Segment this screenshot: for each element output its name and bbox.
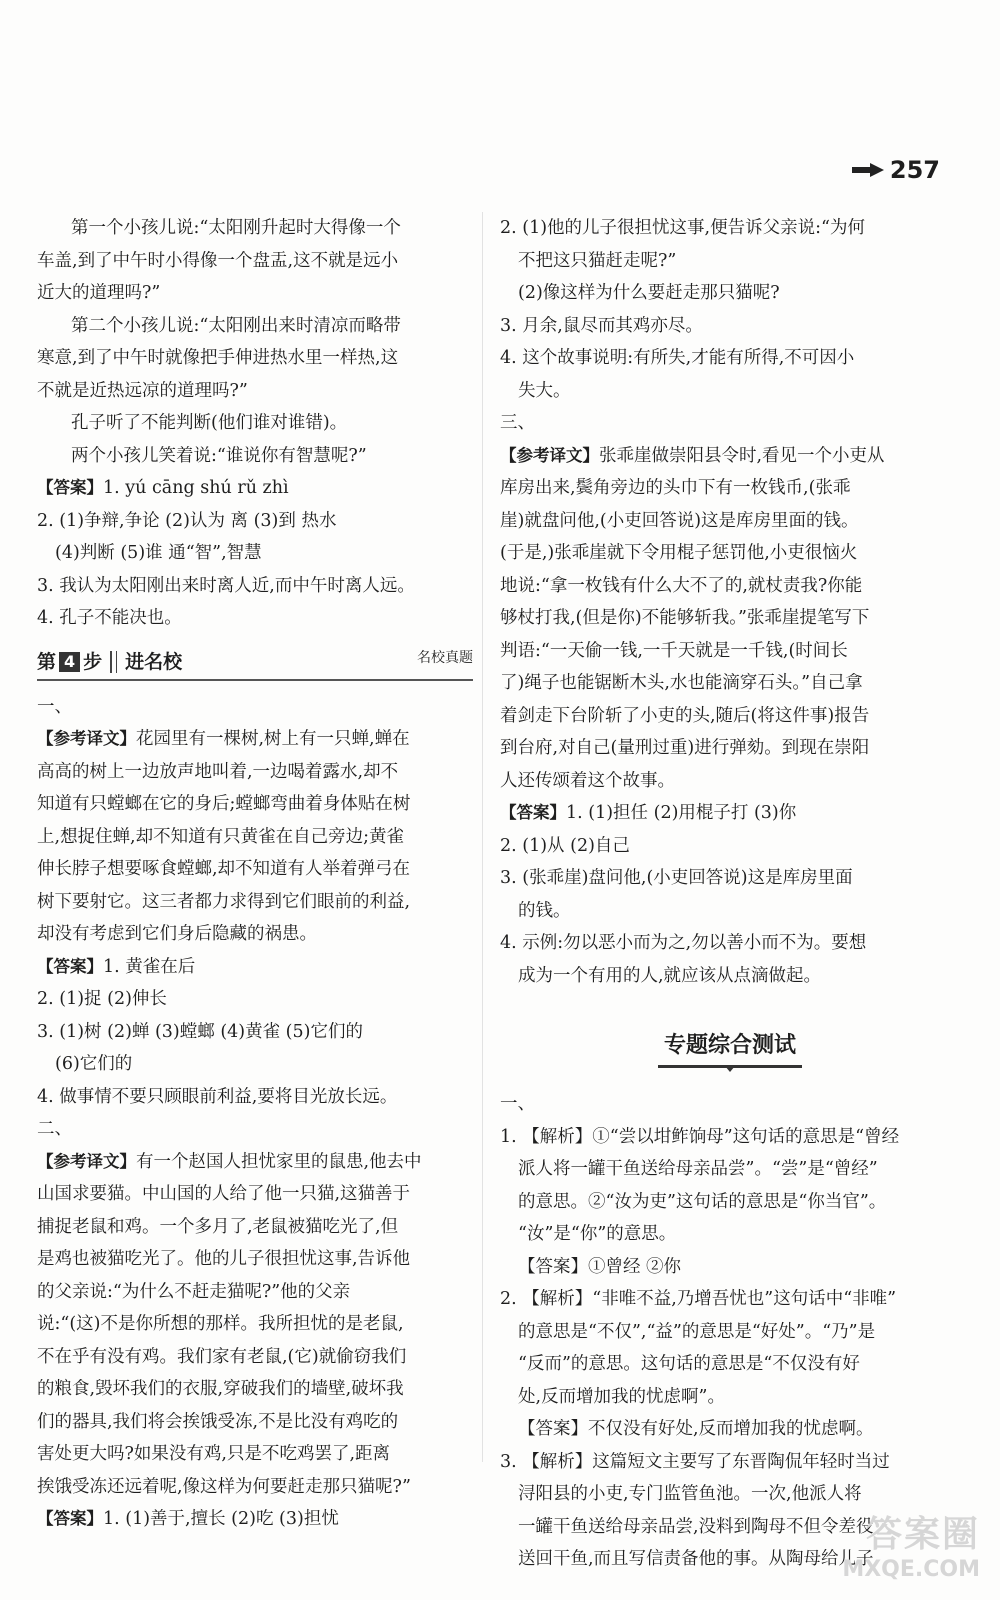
line-text: 一罐干鱼送给母亲品尝,没料到陶母不但令差役 <box>518 1516 874 1537</box>
text-line <box>500 732 960 765</box>
text-line <box>500 505 960 538</box>
line-text: 3. 月余,鼠尽而其鸡亦尽。 <box>500 315 703 336</box>
step-header <box>37 639 473 681</box>
line-text: “汝”是“你”的意思。 <box>518 1224 677 1244</box>
text-line <box>37 1308 473 1341</box>
line-text: 2. (1)争辩,争论 (2)认为 离 (3)到 热水 <box>37 510 337 531</box>
line-text: 车盖,到了中午时小得像一个盘盂,这不就是远小 <box>37 250 399 271</box>
text-line <box>500 407 960 440</box>
line-text: 3. 我认为太阳刚出来时离人近,而中午时离人远。 <box>37 575 415 596</box>
line-text: 2. (1)他的儿子很担忧这事,便告诉父亲说:“为何 <box>500 218 865 238</box>
arrow-icon <box>852 164 884 176</box>
step-label <box>37 646 182 679</box>
text-line <box>37 723 473 756</box>
line-text: “反而”的意思。这句话的意思是“不仅没有好 <box>518 1354 860 1374</box>
left-column <box>37 212 473 1536</box>
text-line <box>500 1446 960 1479</box>
step-suffix: 步 <box>83 651 103 673</box>
text-line <box>500 1218 960 1251</box>
watermark-text: 答案圈 <box>865 1514 980 1555</box>
text-line <box>37 1471 473 1504</box>
line-text: 4. 孔子不能决也。 <box>37 608 182 628</box>
line-text: 却没有考虑到它们身后隐藏的祸患。 <box>37 924 317 944</box>
line-text: (6)它们的 <box>55 1054 133 1074</box>
text-line <box>500 927 960 960</box>
text-line <box>37 212 473 245</box>
text-line <box>500 375 960 408</box>
text-line <box>500 862 960 895</box>
line-text: 伸长脖子想要啄食螳螂,却不知道有人举着弹弓在 <box>37 859 411 879</box>
text-line <box>500 1121 960 1154</box>
text-line <box>500 537 960 570</box>
line-text: 1. (1)担任 (2)用棍子打 (3)你 <box>566 803 797 823</box>
text-line <box>500 1348 960 1381</box>
text-line <box>37 1211 473 1244</box>
step-tag: 名校真题 <box>417 650 473 666</box>
line-text: 高高的树上一边放声地叫着,一边喝着露水,却不 <box>37 761 399 782</box>
line-text: 着剑走下台阶斩了小吏的头,随后(将这件事)报告 <box>500 705 870 726</box>
text-line <box>500 245 960 278</box>
line-text: 2. (1)从 (2)自己 <box>500 835 630 856</box>
line-text: 4. 示例:勿以恶小而为之,勿以善小而不为。要想 <box>500 933 867 953</box>
line-text: 第一个小孩儿说:“太阳刚升起时大得像一个 <box>71 218 401 238</box>
answer-tag: 【答案】 <box>37 1509 103 1528</box>
text-line <box>500 1186 960 1219</box>
text-line <box>37 1178 473 1211</box>
text-line <box>37 1146 473 1179</box>
line-text: 的意思是“不仅”,“益”的意思是“好处”。“乃”是 <box>518 1321 876 1342</box>
answer-tag: 【参考译文】 <box>37 729 136 748</box>
line-text: 崖)就盘问他,(小吏回答说)这是库房里面的钱。 <box>500 510 859 531</box>
line-text: 到台府,对自己(量刑过重)进行弹劾。到现在崇阳 <box>500 738 870 758</box>
text-line <box>37 310 473 343</box>
text-line <box>500 667 960 700</box>
text-line <box>500 472 960 505</box>
text-line <box>500 635 960 668</box>
line-text: 三、 <box>500 413 535 433</box>
line-text: 的粮食,毁坏我们的衣服,穿破我们的墙壁,破坏我 <box>37 1379 404 1399</box>
text-line <box>37 1016 473 1049</box>
line-text: 2. (1)捉 (2)伸长 <box>37 989 167 1009</box>
section-title <box>500 1030 960 1066</box>
text-line <box>500 700 960 733</box>
text-line <box>500 1251 960 1284</box>
line-text: 第二个小孩儿说:“太阳刚出来时清凉而略带 <box>71 315 401 336</box>
text-line <box>37 983 473 1016</box>
line-text: 树下要射它。这三者都力求得到它们眼前的利益, <box>37 891 411 912</box>
line-text: 知道有只螳螂在它的身后;螳螂弯曲着身体贴在树 <box>37 794 411 814</box>
right-column <box>500 212 960 1576</box>
text-line <box>500 602 960 635</box>
line-text: 的钱。 <box>518 900 571 921</box>
text-line <box>500 440 960 473</box>
text-line <box>37 853 473 886</box>
line-text: 人还传颂着这个故事。 <box>500 770 675 791</box>
answer-tag: 【答案】 <box>37 478 103 497</box>
text-line <box>37 1081 473 1114</box>
text-line <box>37 1113 473 1146</box>
line-text: 1. 【解析】①“尝以坩鲊饷母”这句话的意思是“曾经 <box>500 1126 900 1147</box>
step-number: 4 <box>59 652 80 672</box>
text-line <box>500 310 960 343</box>
text-line <box>500 342 960 375</box>
text-line <box>37 756 473 789</box>
text-line <box>500 1381 960 1414</box>
text-line <box>500 1316 960 1349</box>
line-text: 3. 【解析】这篇短文主要写了东晋陶侃年轻时当过 <box>500 1451 890 1472</box>
line-text: 2. 【解析】“非唯不益,乃增吾忧也”这句话中“非唯” <box>500 1289 897 1309</box>
line-text: 判语:“一天偷一钱,一千天就是一千钱,(时间长 <box>500 640 848 661</box>
text-line <box>500 277 960 310</box>
text-line <box>37 1373 473 1406</box>
text-line <box>500 765 960 798</box>
watermark-url: MXQE.COM <box>842 1557 980 1582</box>
text-line <box>37 407 473 440</box>
answer-tag: 【参考译文】 <box>500 445 599 465</box>
line-text: 们的器具,我们将会挨饿受冻,不是比没有鸡吃的 <box>37 1411 399 1432</box>
line-text: 3. (张乖崖)盘问他,(小吏回答说)这是库房里面 <box>500 868 853 888</box>
text-line <box>37 375 473 408</box>
line-text: 寒意,到了中午时就像把手伸进热水里一样热,这 <box>37 348 399 368</box>
text-line <box>37 602 473 635</box>
text-line <box>37 788 473 821</box>
line-text: 浔阳县的小吏,专门监管鱼池。一次,他派人将 <box>518 1484 862 1504</box>
text-line <box>37 277 473 310</box>
text-line <box>37 691 473 724</box>
text-line <box>37 245 473 278</box>
answer-tag: 【参考译文】 <box>37 1151 136 1171</box>
text-line <box>500 1413 960 1446</box>
answer-tag: 【答案】 <box>37 956 103 976</box>
line-text: 失大。 <box>518 380 571 401</box>
text-line <box>37 1048 473 1081</box>
line-text: 是鸡也被猫吃光了。他的儿子很担忧这事,告诉他 <box>37 1249 411 1269</box>
watermark-logo <box>842 1506 980 1582</box>
line-text: 够杖打我,(但是你)不能够斩我。”张乖崖提笔写下 <box>500 608 870 628</box>
line-text: 上,想捉住蝉,却不知道有只黄雀在自己旁边;黄雀 <box>37 826 405 847</box>
line-text: 1. (1)善于,擅长 (2)吃 (3)担忧 <box>103 1509 339 1529</box>
line-text: (4)判断 (5)谁 通“智”,智慧 <box>55 543 262 563</box>
line-text: 地说:“拿一枚钱有什么大不了的,就杖责我?你能 <box>500 575 863 596</box>
page-number-text: 257 <box>889 156 940 184</box>
line-text: 【答案】不仅没有好处,反而增加我的忧虑啊。 <box>518 1419 874 1439</box>
text-line <box>37 1243 473 1276</box>
line-text: 1. 黄雀在后 <box>103 956 196 977</box>
line-text: 近大的道理吗?” <box>37 283 161 303</box>
line-text: 山国求要猫。中山国的人给了他一只猫,这猫善于 <box>37 1184 411 1204</box>
text-line <box>37 1438 473 1471</box>
line-text: 1. yú cāng shú rǔ zhì <box>103 478 289 498</box>
text-line <box>37 951 473 984</box>
text-line <box>37 472 473 505</box>
text-line <box>37 886 473 919</box>
line-text: (于是,)张乖崖就下令用棍子惩罚他,小吏很恼火 <box>500 543 858 563</box>
text-line <box>500 1088 960 1121</box>
text-line <box>500 895 960 928</box>
page-number <box>852 156 940 184</box>
step-title: 进名校 <box>125 651 183 673</box>
line-text: 成为一个有用的人,就应该从点滴做起。 <box>518 965 822 986</box>
text-line <box>37 1503 473 1536</box>
line-text: 捕捉老鼠和鸡。一个多月了,老鼠被猫吃光了,但 <box>37 1216 399 1237</box>
line-text: 一、 <box>37 696 72 717</box>
line-text: 了)绳子也能锯断木头,水也能滴穿石头。”自己拿 <box>500 673 863 693</box>
text-line <box>500 570 960 603</box>
text-line <box>37 1276 473 1309</box>
line-text: 张乖崖做崇阳县令时,看见一个小吏从 <box>599 445 885 466</box>
line-text: (2)像这样为什么要赶走那只猫呢? <box>518 283 780 303</box>
line-text: 不把这只猫赶走呢?” <box>518 250 677 271</box>
line-text: 的父亲说:“为什么不赶走猫呢?”他的父亲 <box>37 1281 351 1302</box>
text-line <box>37 505 473 538</box>
line-text: 挨饿受冻还远着呢,像这样为何要赶走那只猫呢?” <box>37 1476 411 1497</box>
text-line <box>500 797 960 830</box>
line-text: 一、 <box>500 1094 535 1114</box>
line-text: 有一个赵国人担忧家里的鼠患,他去中 <box>136 1151 422 1172</box>
text-line <box>37 821 473 854</box>
step-separator <box>110 651 117 673</box>
line-text: 害处更大吗?如果没有鸡,只是不吃鸡罢了,距离 <box>37 1444 391 1464</box>
line-text: 不在乎有没有鸡。我们家有老鼠,(它)就偷窃我们 <box>37 1346 407 1367</box>
step-prefix: 第 <box>37 651 57 673</box>
text-line <box>37 537 473 570</box>
text-line <box>500 1283 960 1316</box>
line-text: 的意思。②“汝为吏”这句话的意思是“你当官”。 <box>518 1191 887 1212</box>
text-line <box>37 570 473 603</box>
section-title-text: 专题综合测试 <box>658 1030 802 1068</box>
column-divider <box>482 212 483 1462</box>
text-line <box>500 1153 960 1186</box>
text-line <box>37 1341 473 1374</box>
text-line <box>37 342 473 375</box>
line-text: 两个小孩儿笑着说:“谁说你有智慧呢?” <box>71 445 367 466</box>
text-line <box>37 1406 473 1439</box>
line-text: 库房出来,鬓角旁边的头巾下有一枚钱币,(张乖 <box>500 478 851 498</box>
line-text: 3. (1)树 (2)蝉 (3)螳螂 (4)黄雀 (5)它们的 <box>37 1021 363 1042</box>
line-text: 【答案】①曾经 ②你 <box>518 1256 682 1277</box>
line-text: 4. 做事情不要只顾眼前利益,要将目光放长远。 <box>37 1086 398 1107</box>
line-text: 4. 这个故事说明:有所失,才能有所得,不可因小 <box>500 348 855 368</box>
text-line <box>500 830 960 863</box>
line-text: 不就是近热远凉的道理吗?” <box>37 380 248 401</box>
line-text: 处,反而增加我的忧虑啊”。 <box>518 1386 726 1407</box>
text-line <box>500 212 960 245</box>
line-text: 孔子听了不能判断(他们谁对谁错)。 <box>71 413 348 433</box>
line-text: 说:“(这)不是你所想的那样。我所担忧的是老鼠, <box>37 1314 404 1334</box>
line-text: 派人将一罐干鱼送给母亲品尝”。“尝”是“曾经” <box>518 1159 878 1179</box>
line-text: 送回干鱼,而且写信责备他的事。从陶母给儿子 <box>518 1549 874 1569</box>
answer-tag: 【答案】 <box>500 803 566 822</box>
line-text: 二、 <box>37 1119 72 1139</box>
text-line <box>37 918 473 951</box>
line-text: 花园里有一棵树,树上有一只蝉,蝉在 <box>136 729 410 749</box>
text-line <box>500 960 960 993</box>
text-line <box>37 440 473 473</box>
